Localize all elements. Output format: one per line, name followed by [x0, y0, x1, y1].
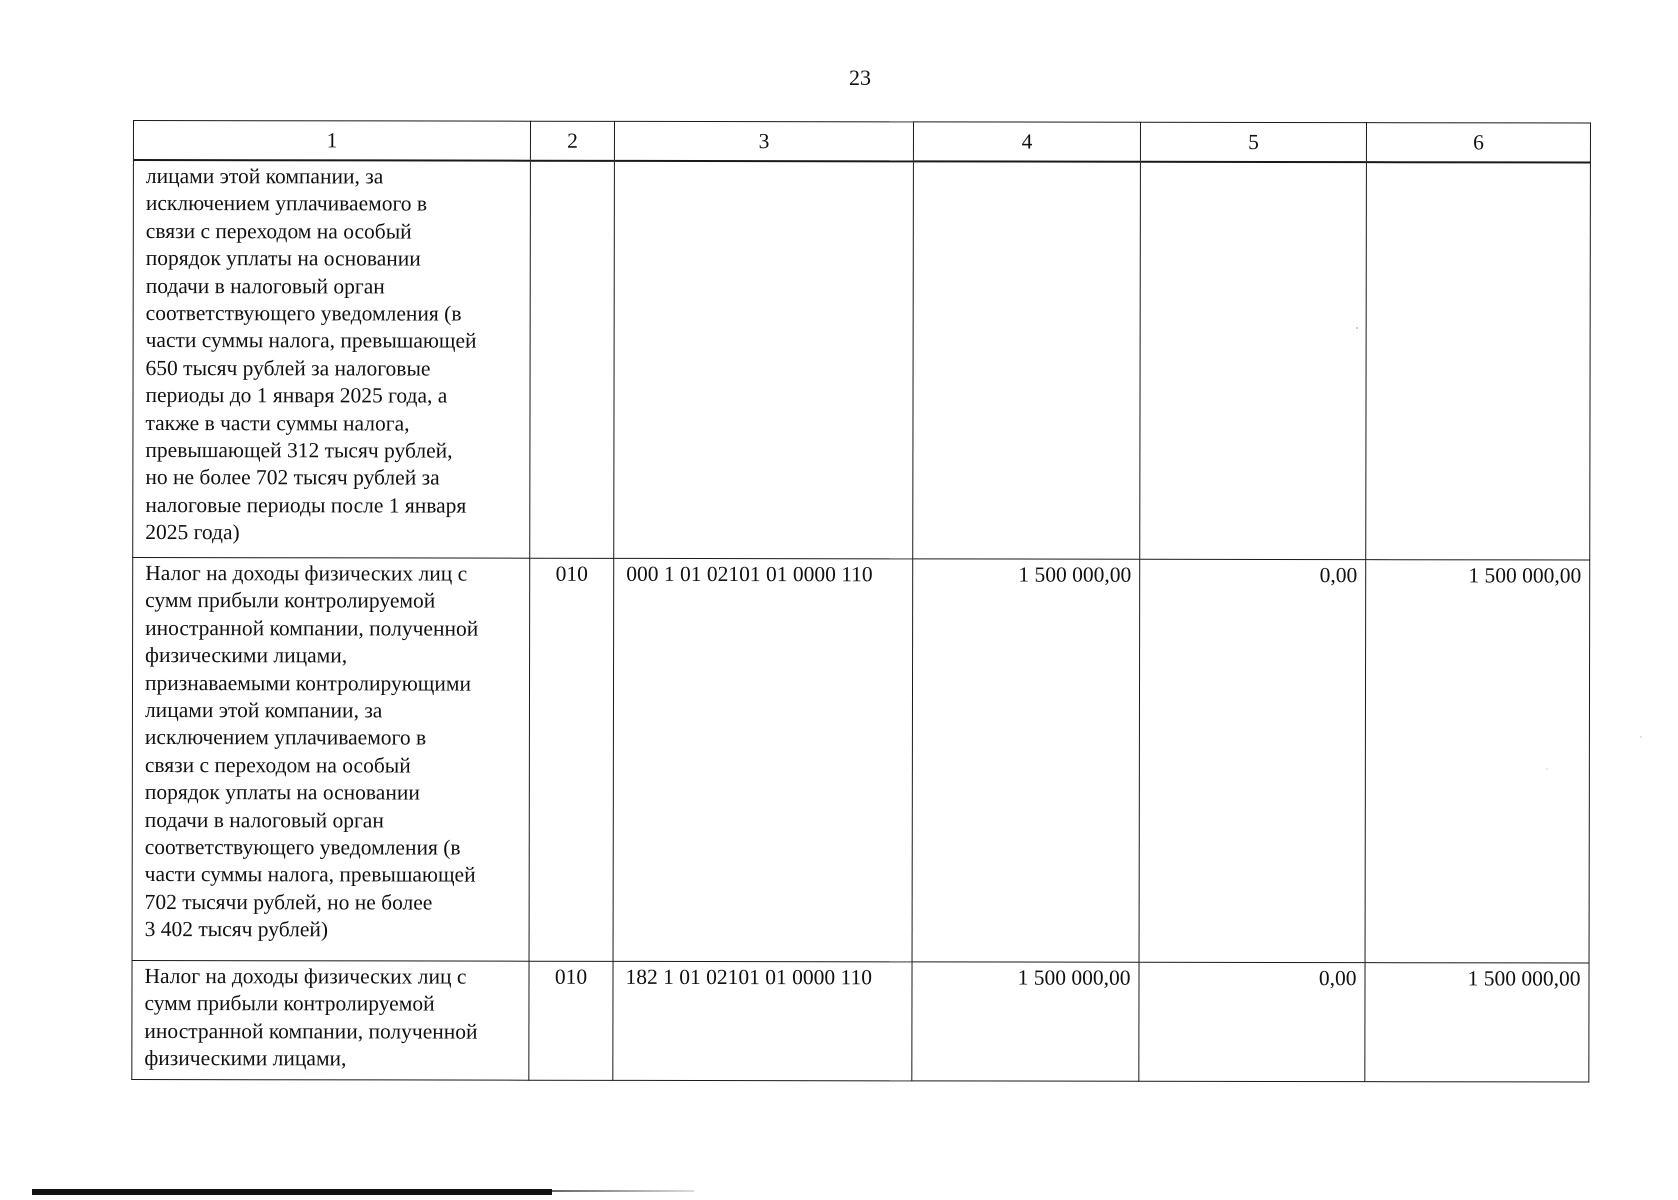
executed-amount-cell — [1140, 162, 1367, 560]
budget-table — [131, 120, 1591, 1083]
footer-rule-tail — [552, 1190, 694, 1192]
budget-classification-code-cell: 000 1 01 02101 01 0000 110 — [613, 558, 913, 962]
table-header-row — [133, 121, 1590, 163]
line-code-cell: 010 — [529, 961, 613, 1080]
approved-amount-cell — [913, 161, 1141, 559]
budget-classification-code-cell — [614, 161, 914, 559]
column-header-1: 1 — [133, 121, 530, 161]
approved-amount-cell: 1 500 000,00 — [912, 559, 1140, 962]
remaining-amount-cell: 1 500 000,00 — [1365, 560, 1590, 963]
table-row — [132, 960, 1589, 1082]
table-row — [133, 160, 1591, 560]
scan-speck — [1640, 736, 1642, 738]
budget-classification-code-cell: 182 1 01 02101 01 0000 110 — [613, 961, 912, 1081]
line-code-cell — [530, 161, 615, 559]
scan-speck — [1356, 327, 1358, 329]
column-header-6: 6 — [1366, 123, 1590, 163]
remaining-amount-cell: 1 500 000,00 — [1365, 963, 1589, 1082]
scan-speck — [1546, 768, 1548, 770]
income-name-cell: Налог на доходы физических лиц с сумм прибыли контролируемой иностранной компании, полученной физическими лицами, признаваемыми контролирующими лицами этой компании, за исключением уплачиваемого в связи с переходом на особый порядок уплаты на основании подачи в налоговый орган соответствующего уведомления (в части суммы налога, превышающей 702 тысячи рублей, но не более 3 402 тысяч рублей) — [132, 558, 530, 962]
line-code-cell: 010 — [529, 558, 614, 961]
column-header-5: 5 — [1140, 122, 1366, 162]
executed-amount-cell: 0,00 — [1139, 559, 1366, 962]
page-number: 23 — [849, 65, 871, 90]
table-row — [132, 558, 1590, 964]
executed-amount-cell: 0,00 — [1139, 962, 1365, 1081]
income-name-cell: Налог на доходы физических лиц с сумм прибыли контролируемой иностранной компании, полученной физическими лицами, — [132, 960, 529, 1080]
column-header-4: 4 — [913, 122, 1140, 162]
remaining-amount-cell — [1366, 162, 1591, 560]
footer-rule — [32, 1189, 552, 1195]
column-header-2: 2 — [530, 121, 614, 161]
column-header-3: 3 — [614, 121, 913, 161]
income-name-cell: лицами этой компании, за исключением уплачиваемого в связи с переходом на особый порядок уплаты на основании подачи в налоговый орган соответствующего уведомления (в части суммы налога, превышающей 650 тысяч рублей за налоговые периоды до 1 января 2025 года, а также в части суммы налога, превышающей 312 тысяч рублей, но не более 702 тысяч рублей за налоговые периоды после 1 января 2025 года) — [133, 160, 531, 558]
approved-amount-cell: 1 500 000,00 — [912, 962, 1139, 1081]
